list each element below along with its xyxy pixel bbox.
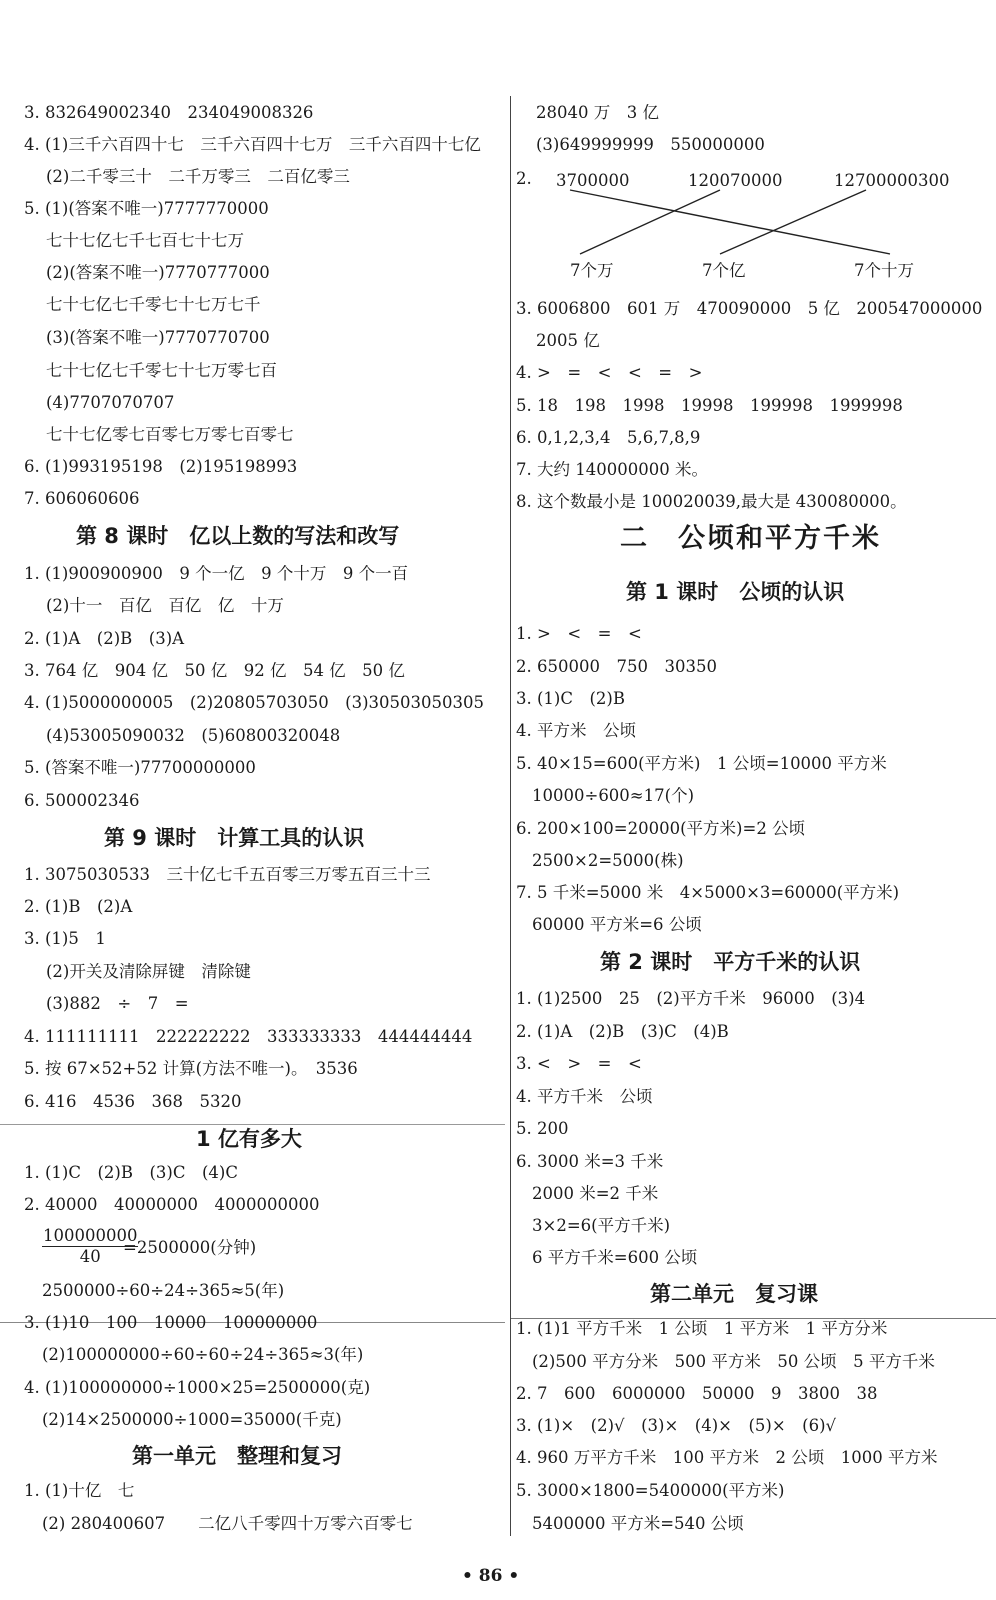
section-heading: 第 2 课时 平方千米的认识 [600,950,861,974]
answer-line: 7. 5 千米=5000 米 4×5000×3=60000(平方米) [516,883,900,902]
answer-line: 5. (1)(答案不唯一)7777770000 [24,199,269,218]
section-heading: 第 9 课时 计算工具的认识 [104,826,365,850]
answer-line: 3. < > = < [516,1054,642,1073]
answer-line: 5. 18 198 1998 19998 199998 1999998 [516,396,903,415]
answer-line: 6 平方千米=600 公顷 [532,1248,698,1267]
answer-line: 1. (1)900900900 9 个一亿 9 个十万 9 个一百 [24,564,409,583]
answer-line: 1. (1)十亿 七 [24,1481,135,1500]
section-heading: 1 亿有多大 [196,1127,302,1151]
answer-line: (2) 280400607 二亿八千零四十万零六百零七 [42,1514,413,1533]
fraction-denominator: 40 [79,1247,101,1266]
answer-line: (4)7707070707 [46,393,175,412]
match-bottom-item: 7个亿 [702,261,746,280]
answer-line: 2500000÷60÷24÷365≈5(年) [42,1281,285,1300]
match-top-item: 120070000 [688,171,783,190]
answer-line: 3. (1)5 1 [24,929,106,948]
answer-line: 七十七亿七千零七十七万零七百 [46,361,277,380]
answer-line: 10000÷600≈17(个) [532,786,695,805]
answer-line: (2)100000000÷60÷60÷24÷365≈3(年) [42,1345,364,1364]
answer-line: 6. 500002346 [24,791,140,810]
answer-line: 1. (1)2500 25 (2)平方千米 96000 (3)4 [516,989,866,1008]
fraction-numerator: 100000000 [43,1226,138,1245]
answer-line: (2)开关及清除屏键 清除键 [46,962,251,981]
match-bottom-item: 7个万 [570,261,614,280]
matching-lines [530,162,950,262]
answer-line: (2)(答案不唯一)7770777000 [46,263,270,282]
answer-line: 7. 大约 140000000 米。 [516,460,708,479]
answer-line: 4. (1)5000000005 (2)20805703050 (3)30503050305 [24,693,485,712]
answer-line: 5. 200 [516,1119,569,1138]
answer-line: 2. 7 600 6000000 50000 9 3800 38 [516,1384,878,1403]
answer-line: 6. 416 4536 368 5320 [24,1092,242,1111]
answer-line: 七十七亿七千七百七十七万 [46,231,244,250]
answer-line: 3. 6006800 601 万 470090000 5 亿 200547000000 [516,299,983,318]
answer-line: 2. (1)B (2)A [24,897,133,916]
match-line [580,190,720,254]
answer-line: 1. > < = < [516,624,642,643]
answer-line: (3)882 ÷ 7 = [46,994,189,1013]
answer-line: 5. 按 67×52+52 计算(方法不唯一)。 3536 [24,1059,358,1078]
answer-line: 2. (1)A (2)B (3)A [24,629,185,648]
answer-line: 七十七亿七千零七十七万七千 [46,295,261,314]
answer-line: 2000 米=2 千米 [532,1184,659,1203]
answer-line: 3. (1)× (2)√ (3)× (4)× (5)× (6)√ [516,1416,837,1435]
answer-line: 8. 这个数最小是 100020039,最大是 430080000。 [516,492,907,511]
answer-line: 2500×2=5000(株) [532,851,684,870]
answer-line: 1. (1)C (2)B (3)C (4)C [24,1163,238,1182]
answer-line: 4. (1)三千六百四十七 三千六百四十七万 三千六百四十七亿 [24,135,481,154]
answer-line: 4. 960 万平方千米 100 平方米 2 公顷 1000 平方米 [516,1448,938,1467]
answer-line: 4. (1)100000000÷1000×25=2500000(克) [24,1378,371,1397]
answer-line: 6. 3000 米=3 千米 [516,1152,664,1171]
answer-line: 1. (1)1 平方千米 1 公顷 1 平方米 1 平方分米 [516,1319,888,1338]
answer-line: 2. 40000 40000000 4000000000 [24,1195,320,1214]
answer-line: 6. 0,1,2,3,4 5,6,7,8,9 [516,428,701,447]
answer-line: 5. 40×15=600(平方米) 1 公顷=10000 平方米 [516,754,887,773]
answer-line: 2. (1)A (2)B (3)C (4)B [516,1022,729,1041]
section-heading: 第二单元 复习课 [650,1282,818,1306]
section-heading: 第一单元 整理和复习 [132,1444,342,1468]
answer-line: 6. (1)993195198 (2)195198993 [24,457,298,476]
answer-line: 3. (1)10 100 10000 100000000 [24,1313,318,1332]
answer-line: (3)(答案不唯一)7770770700 [46,328,270,347]
answer-line: 4. 平方米 公顷 [516,721,636,740]
answer-line: (3)649999999 550000000 [536,135,765,154]
answer-line: 3. (1)C (2)B [516,689,625,708]
match-top-item: 3700000 [556,171,630,190]
answer-line: 2. 650000 750 30350 [516,657,717,676]
answer-line: 4. 111111111 222222222 333333333 444444444 [24,1027,473,1046]
answer-line: (2)500 平方分米 500 平方米 50 公顷 5 平方千米 [532,1352,935,1371]
answer-line: 28040 万 3 亿 [536,103,659,122]
answer-line: 3. 832649002340 234049008326 [24,103,314,122]
answer-line: 3. 764 亿 904 亿 50 亿 92 亿 54 亿 50 亿 [24,661,405,680]
column-divider [510,96,511,1536]
section-heading: 第 8 课时 亿以上数的写法和改写 [76,524,400,548]
page-number: • 86 • [462,1566,520,1586]
answer-line: 60000 平方米=6 公顷 [532,915,702,934]
answer-line: 5. (答案不唯一)77700000000 [24,758,256,777]
answer-line: 5. 3000×1800=5400000(平方米) [516,1481,785,1500]
match-line [570,190,890,254]
answer-line: (2)二千零三十 二千万零三 二百亿零三 [46,167,350,186]
match-top-item: 12700000300 [834,171,950,190]
answer-line: 5400000 平方米=540 公顷 [532,1514,744,1533]
answer-line: (2)14×2500000÷1000=35000(千克) [42,1410,342,1429]
match-bottom-item: 7个十万 [854,261,914,280]
answer-line: 2005 亿 [536,331,600,350]
match-number: 2. [516,169,532,188]
answer-line: 4. > = < < = > [516,363,703,382]
answer-line: (2)十一 百亿 百亿 亿 十万 [46,596,284,615]
unit-title: 二 公顷和平方千米 [620,523,881,554]
answer-line: (4)53005090032 (5)60800320048 [46,726,341,745]
answer-line: 6. 200×100=20000(平方米)=2 公顷 [516,819,806,838]
answer-line: 4. 平方千米 公顷 [516,1087,653,1106]
answer-line: 7. 606060606 [24,489,140,508]
answer-line: 3×2=6(平方千米) [532,1216,671,1235]
answer-line: 七十七亿零七百零七万零七百零七 [46,425,294,444]
answer-line: =2500000(分钟) [123,1238,257,1257]
section-heading: 第 1 课时 公顷的认识 [626,580,845,604]
answer-line: 1. 3075030533 三十亿七千五百零三万零五百三十三 [24,865,431,884]
